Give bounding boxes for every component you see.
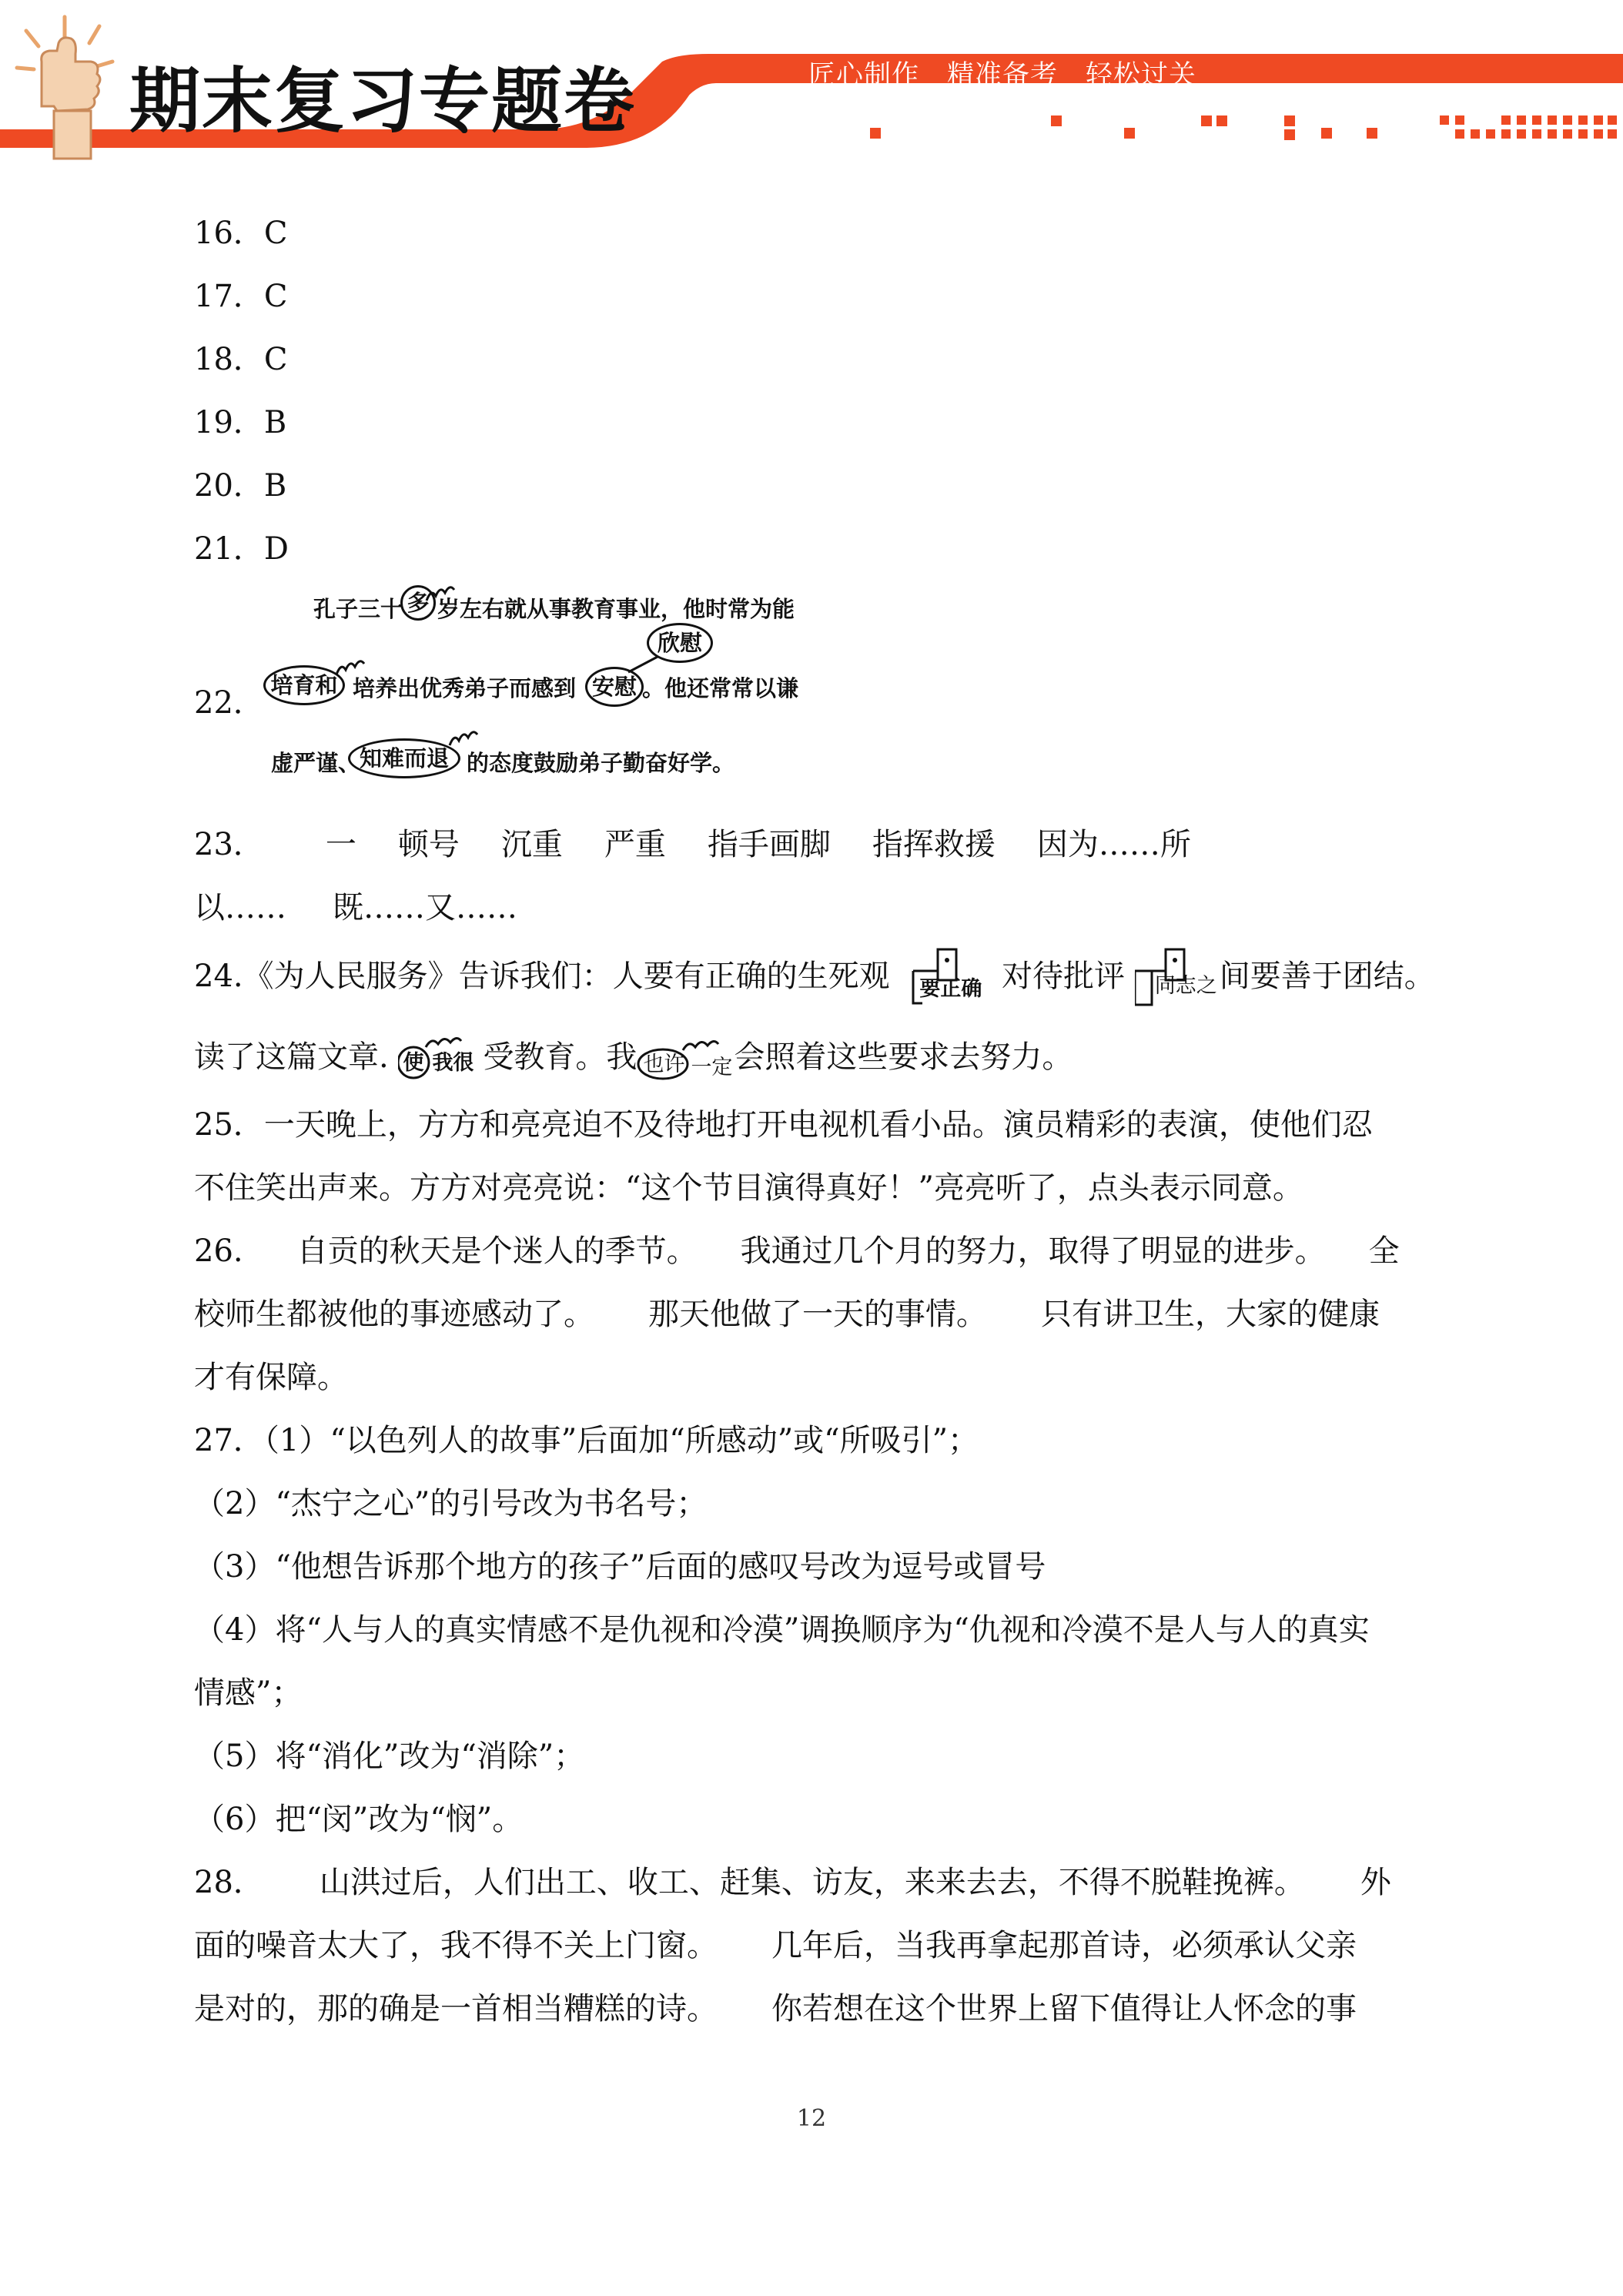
page-header [0,0,1623,162]
q27-line: 情感”； [194,1675,303,1711]
q24-insert-mark1 [899,948,992,1009]
header-slogan: 匠心制作 精准备考 轻松过关 [808,60,1197,91]
q27-line: （6）把“闵”改为“悯”。 [194,1802,524,1837]
q23-item: 指挥救援 [872,827,996,862]
q23-line1 [194,813,1438,876]
answer-row [194,454,1438,517]
q24-text5: 受教育。我 [483,1039,637,1075]
q22-line3-mark: 知难而退 [348,738,460,778]
answer-content [194,202,1438,2040]
q26-sentence3b: 校师生都被他的事迹感动了。 [194,1297,594,1332]
q25-line1: 25．一天晚上，方方和亮亮迫不及待地打开电视机看小品。演员精彩的表演，使他们忍 [194,1107,1373,1143]
q24-text2: 对待批评 [1002,959,1126,994]
q28-line2 [194,1914,1438,1977]
q24-line2 [194,1021,1438,1093]
q28-number: 28． [194,1865,264,1900]
answer-choice: D [263,531,289,567]
q26-sentence5a: 只有讲卫生，大家的健康 [1041,1297,1380,1332]
q24-insert3: 我很 [432,1051,474,1075]
answer-row [194,517,1438,581]
answer-choice: C [263,342,288,377]
q24-mark4 [637,1036,734,1083]
short-answer-list [194,202,1438,581]
q25-line2: 不住笑出声来。方方对亮亮说：“这个节目演得真好！”亮亮听了，点头表示同意。 [194,1170,1303,1206]
q27-line: （2）“杰宁之心”的引号改为书名号； [194,1486,708,1521]
q22-line2-mark1: 培育和 [263,665,345,705]
q24-line1 [194,939,1438,1021]
answer-row [194,328,1438,391]
q23-line2 [194,876,1438,939]
q28-line3 [194,1977,1438,2040]
q24-insert-mark2 [1135,948,1220,1009]
q28-sentence4: 你若想在这个世界上留下值得让人怀念的事 [771,1991,1357,2027]
q24-insert4: 一定 [691,1056,733,1079]
q24-insert1: 要正确 [919,977,982,1001]
q23-number: 23． [194,827,264,862]
q22-line1-mark: 多 [400,585,436,621]
q26-sentence2: 我通过几个月的努力，取得了明显的进步。 [740,1233,1326,1269]
answer-number: 18． [194,342,264,377]
q22-line1-post: 岁左右就从事教育事业，他时常为能 [437,596,795,622]
q28-sentence3a: 几年后，当我再拿起那首诗，必须承认父亲 [771,1928,1357,1963]
answer-choice: C [263,216,288,251]
q23-item: 因为……所 [1036,827,1191,862]
q22-line2-post: 。他还常常以谦 [642,675,799,701]
q28-sentence1: 山洪过后，人们出工、收工、赶集、访友，来来去去，不得不脱鞋挽裤。 [319,1865,1305,1900]
q26-sentence4: 那天他做了一天的事情。 [648,1297,987,1332]
q27-line: （5）将“消化”改为“消除”； [194,1739,585,1774]
answer-row [194,265,1438,328]
q22-line2-mark2: 安慰 [585,667,644,707]
answer-row [194,202,1438,265]
answer-number: 20． [194,468,264,504]
q22-line3-pre: 虚严谨、 [271,750,361,776]
q22-line3-post: 的态度鼓励弟子勤奋好学。 [467,750,735,776]
q24-text4: 读了这篇文章. [194,1039,389,1075]
q26-line1 [194,1220,1438,1283]
header-title: 期末复习专题卷 [129,60,637,142]
q27-line: （3）“他想告诉那个地方的孩子”后面的感叹号改为逗号或冒号 [194,1549,1046,1585]
q24-mark3-text: 使 [403,1051,424,1075]
q24-text1: 《为人民服务》告诉我们：人要有正确的生死观 [243,959,890,994]
q26-line3: 才有保障。 [194,1360,348,1395]
q28-sentence2a: 外 [1360,1865,1391,1900]
answer-choice: B [263,405,287,440]
q23-item: 以…… [194,890,286,925]
q23-item: 严重 [604,827,666,862]
q22-line1-pre: 孔子三十 [313,596,403,622]
q22-proofreading-figure [194,581,1438,813]
q23-item: 指手画脚 [707,827,831,862]
q22-line2-insert: 欣慰 [647,623,713,663]
q24-mark4-text: 也许 [643,1053,685,1076]
q28-sentence2b: 面的噪音太大了，我不得不关上门窗。 [194,1928,718,1963]
q22-number: 22． [194,685,264,721]
q28-line1 [194,1851,1438,1914]
answer-row [194,391,1438,454]
answer-number: 17． [194,279,264,314]
q24-text3: 间要善于团结。 [1219,959,1435,994]
q23-item: 一 [325,827,356,862]
q24-text6: 会照着这些要求去努力。 [734,1039,1073,1075]
q23-item: 既……又…… [333,890,517,925]
q26-line2 [194,1283,1438,1346]
q27-answer-list [194,1409,1438,1851]
answer-choice: B [263,468,287,504]
answer-choice: C [263,279,288,314]
q23-item: 沉重 [500,827,563,862]
answer-number: 16． [194,216,264,251]
q24-mark3 [398,1036,483,1083]
q28-sentence3b: 是对的，那的确是一首相当糟糕的诗。 [194,1991,718,2027]
q27-line: 27．（1）“以色列人的故事”后面加“所感动”或“所吸引”； [194,1423,979,1458]
q27-line: （4）将“人与人的真实情感不是仇视和冷漠”调换顺序为“仇视和冷漠不是人与人的真实 [194,1612,1370,1648]
decorative-dots [0,0,1623,162]
answer-number: 21． [194,531,264,567]
q22-line2-mid: 培养出优秀弟子而感到 [353,675,577,701]
q26-sentence1: 自贡的秋天是个迷人的季节。 [296,1233,698,1269]
q24-insert2: 同志之 [1154,974,1217,998]
page-number: 12 [796,2105,827,2132]
q24-number: 24. [194,959,243,994]
q26-sentence3a: 全 [1368,1233,1400,1269]
q26-number: 26. [194,1233,243,1269]
answer-number: 19． [194,405,264,440]
q23-item: 顿号 [397,827,460,862]
